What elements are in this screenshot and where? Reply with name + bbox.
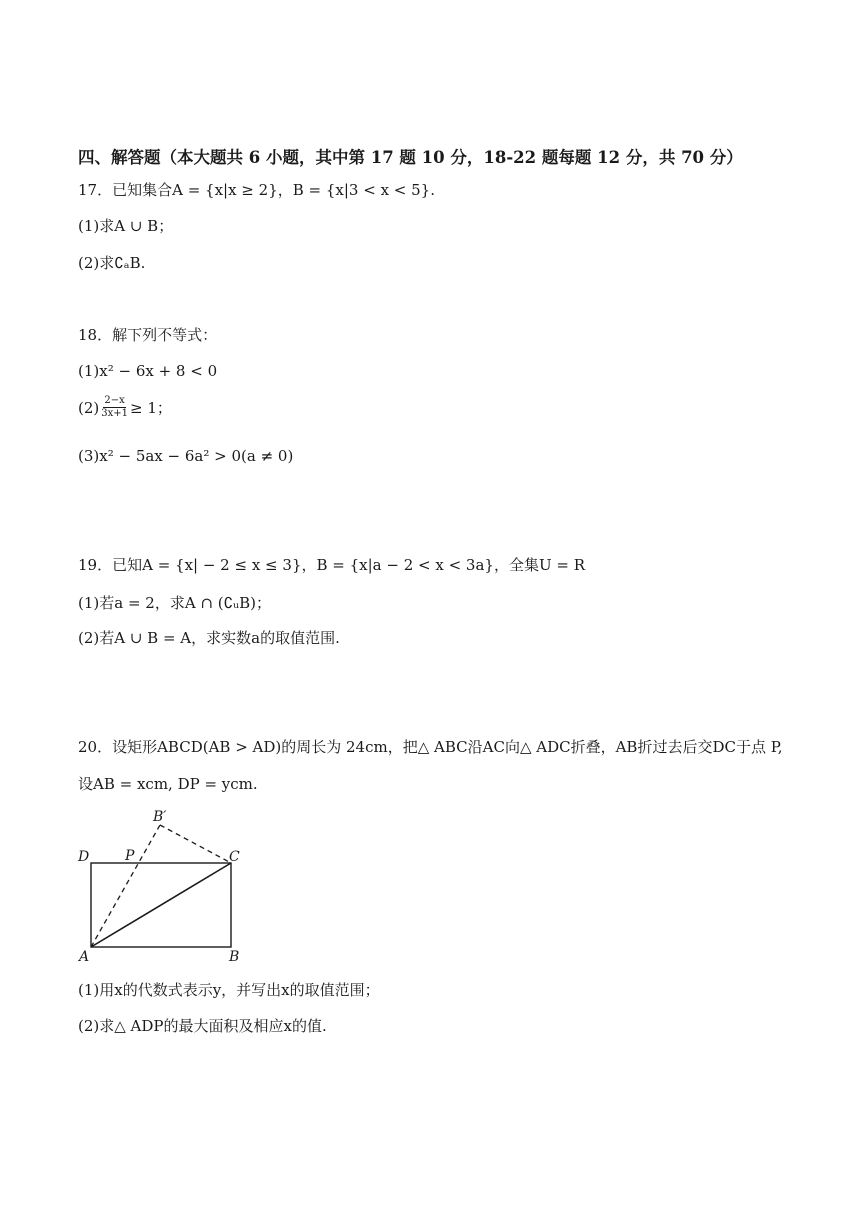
label-p: P [125,848,135,864]
fraction-numerator: 2−x [104,395,125,406]
q20-stem-line1: 20．设矩形ABCD(AB > AD)的周长为 24cm，把△ ABC沿AC向△ ADC折叠，AB折过去后交DC于点 P, [78,738,783,756]
label-c: C [229,849,240,865]
q18-part2-fraction [101,395,128,420]
fraction-denominator: 3x+1 [101,408,128,419]
q20-stem-line2: 设AB = xcm, DP = ycm. [78,775,258,793]
q20-part2: (2)求△ ADP的最大面积及相应x的值. [78,1017,327,1035]
q20-part1: (1)用x的代数式表示y，并写出x的取值范围； [78,981,380,999]
label-b: B [229,949,240,965]
q17-part2: (2)求∁ₐB. [78,254,146,272]
q17-stem: 17．已知集合A = {x|x ≥ 2}，B = {x|3 < x < 5}. [78,181,435,199]
q18-part1: (1)x² − 6x + 8 < 0 [78,362,218,380]
diagonal-ac [91,863,231,947]
rectangle-fold-diagram [70,805,260,970]
q19-part2: (2)若A ∪ B = A，求实数a的取值范围. [78,629,340,647]
q18-part3: (3)x² − 5ax − 6a² > 0(a ≠ 0) [78,447,294,465]
q18-stem: 18．解下列不等式： [78,326,218,344]
q19-stem: 19．已知A = {x| − 2 ≤ x ≤ 3}，B = {x|a − 2 < x < 3a}，全集U = R [78,556,585,574]
q18-part2-prefix: (2) [78,398,100,417]
section-heading: 四、解答题（本大题共 6 小题，其中第 17 题 10 分，18-22 题每题 12 分，共 70 分） [78,148,743,167]
q17-part1: (1)求A ∪ B； [78,217,174,235]
q19-part1: (1)若a = 2，求A ∩ (∁ᵤB)； [78,594,272,612]
folded-edge-b-prime-c [160,825,231,863]
folded-edge-ab-prime [91,825,160,947]
q20-rectangle-figure [70,805,260,970]
q18-part2 [78,395,172,420]
label-a: A [79,949,90,965]
label-d: D [78,849,90,865]
label-b-prime: B′ [153,809,167,825]
q18-part2-suffix: ≥ 1； [130,398,172,417]
